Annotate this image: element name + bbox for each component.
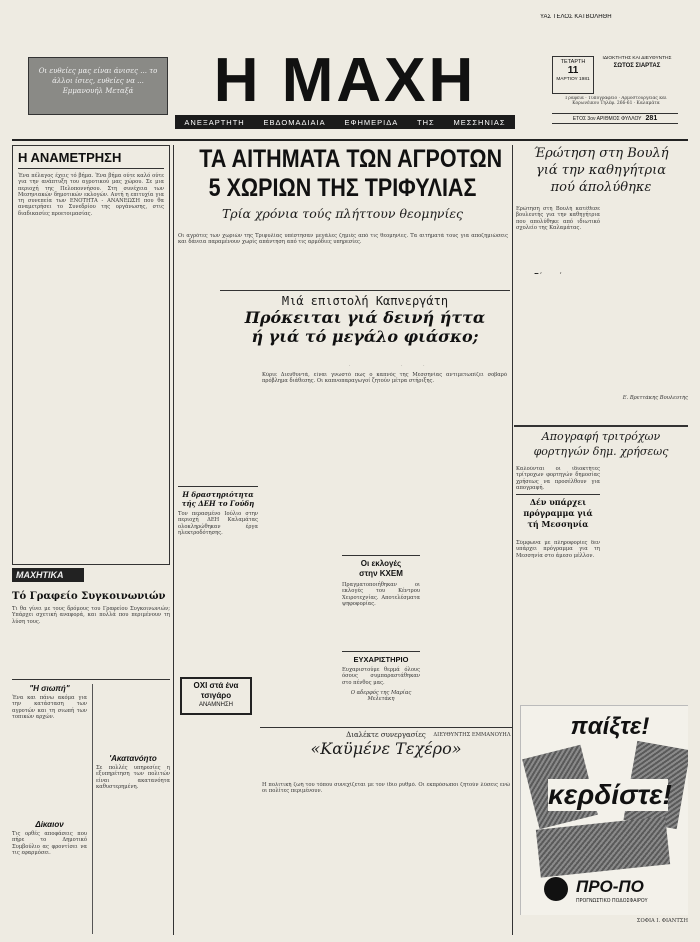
eucharist-heading: ΕΥΧΑΡΙΣΤΗΡΙΟ: [353, 655, 409, 664]
erotisi-label: [534, 273, 581, 274]
kxem-heading-1: Οι εκλογές: [360, 559, 402, 568]
col2-top-lines: [96, 684, 170, 754]
siopi-text: Ένα και πάνω ακόμα για την κατάσταση των αγροτών και τη σιωπή των τοπικών αρχών.: [12, 695, 87, 720]
main-body-lines: [178, 262, 508, 292]
dei-heading-1: Η δραστηριότητα: [182, 490, 254, 499]
top-divider: [12, 139, 688, 141]
erotisi-headline: [514, 145, 688, 203]
spacer: [178, 292, 218, 296]
ad-headline-2: κερδίστε!: [548, 779, 672, 810]
sidebar-col-1: [12, 684, 90, 934]
propo-advertisement: [520, 705, 688, 915]
masthead-title-area: [175, 48, 515, 114]
ydreusi-text: Σύμφωνα με πληροφορίες δεν υπάρχει πρόγραμμα για τη Μεσσηνία στο άμεσο μέλλον.: [516, 540, 600, 559]
right-divider: [514, 425, 688, 427]
column-rule-right: [512, 145, 513, 935]
dei-text: Τον περασμένο Ιούλιο στην περιοχή ΔΕΗ Καλαμάτας ολοκληρώθηκαν έργα ηλεκτροδότησης.: [178, 511, 258, 536]
kxem-heading-2: στην ΚΧΕΜ: [359, 569, 403, 578]
kaymeni-byline-row: [262, 770, 512, 780]
oxi-line-2: τσιγάρο: [200, 691, 232, 700]
apografi-headline: [514, 429, 688, 463]
tagline-word: ΕΒΔΟΜΑΔΙΑΙΑ: [263, 117, 326, 127]
kaymeni-title: «Καϋμένε Τεχέρο»: [310, 739, 462, 758]
erotisi-heading-1: Έρώτηση στη Βουλή: [533, 146, 669, 161]
apografi-heading-2: φορτηγών δημ. χρήσεως: [533, 445, 669, 458]
erotisi-heading-2: γιά την καθηγήτρια: [536, 163, 666, 178]
ad-brand: ΠΡΟ-ΠΟ: [576, 877, 644, 896]
publisher-name: ΣΩΤΟΣ ΣΙΑΡΤΑΣ: [613, 63, 661, 69]
oxi-line-1: ΟΧΙ στά ένα: [193, 681, 239, 690]
kxem-article: [342, 555, 420, 665]
main-headline-line1: ΤΑ ΑΙΤΗΜΑΤΑ ΤΩΝ ΑΓΡΟΤΩΝ: [199, 145, 503, 173]
kapnergatis-title-2: ή γιά τό μεγάλο φιάσκο;: [251, 327, 479, 346]
date-box: [552, 56, 594, 94]
main-headline-block: [176, 145, 509, 229]
postage-note: ΥΑΣ ΤΕΛΟΣ ΚΑΤΒΟΛΗΘΗ: [540, 14, 612, 20]
dei-heading-2: τής ΔΕΗ το Γούδη: [181, 499, 255, 508]
masthead-tagline-bar: [175, 115, 515, 129]
tagline-word: ΤΗΣ: [417, 117, 435, 127]
ad-tagline: ΠΡΟΓΝΩΣΤΙΚΟ ΠΟΔΟΣΦΑΙΡΟΥ: [576, 899, 648, 904]
date-month: ΜΑΡΤΙΟΥ 1981: [556, 77, 590, 82]
kapnergatis-body: Κύριε Διευθυντά, είναι γνωστό πως ο καπνός της Μεσσηνίας αντιμετωπίζει σοβαρό πρόβλημα διάθεσης. Οι καπνοπαραγωγοί ζητούν μέτρα στήριξης.: [262, 372, 507, 385]
kapnergatis-subtitle: [296, 365, 435, 366]
eucharist-article: [342, 651, 420, 731]
kapnergatis-headline: [220, 290, 510, 356]
erotisi-label-row: [520, 263, 594, 274]
column-rule-left: [173, 145, 174, 935]
ydreusi-heading-2: πρόγραμμα γιά: [523, 508, 593, 518]
publisher-box: [598, 56, 676, 94]
dikaion-text: Τις ορθές αποφάσεις που πήρε το Δημοτικό Συμβούλιο ας φροντίσει να τις εφαρμόσει.: [12, 831, 87, 857]
publisher-label: ΙΔΙΟΚΤΗΤΗΣ ΚΑΙ ΔΙΕΥΘΥΝΤΗΣ: [602, 56, 672, 61]
dei-article: [178, 486, 258, 606]
ydreusi-headline: [516, 494, 600, 538]
kaymeni-text: Η πολιτική ζωή του τόπου συνεχίζεται με τον ίδιο ρυθμό. Οι εκπρόσωποι ζητούν λύσεις ενώ οι πολίτες περιμένουν.: [262, 782, 510, 795]
akatanoito-heading: 'Ακατανόητο: [109, 754, 157, 763]
price-line: [552, 125, 678, 133]
dikaion-heading: Δίκαιον: [35, 820, 64, 830]
ad-football-icon: [544, 877, 568, 901]
main-subheadline: Τρία χρόνια τούς πλήττουν θεομηνίες: [221, 206, 464, 221]
tagline-word: ΜΕΣΣΗΝΙΑΣ: [453, 117, 506, 127]
date-number: 11: [567, 65, 579, 76]
date-day: ΤΕΤΑΡΤΗ: [560, 59, 586, 65]
masthead-quote-text: Οι ευθείες μας είναι άνισες ... το άλλοι ίσιες, ευθείες να ... Εμμανουήλ Μεταξά: [38, 67, 158, 95]
siopi-body-lines: [12, 720, 87, 820]
eucharist-text: Ευχαριστούμε θερμά όλους όσους συμπαραστάθηκαν στο πένθος μας.: [342, 667, 420, 686]
main-body-text: Οι αγρότες των χωριών της Τριφυλίας υπέστησαν μεγάλες ζημιές από τις θεομηνίες. Τα αιτήματά τους για αποζημιώσεις και δάνεια παραμένουν χωρίς απάντηση από τις αρμόδιες υπηρεσίες.: [178, 233, 508, 246]
anametrisi-text: Ένα πέλαγος έχεις τό βήμα. Ένα βήμα ούτε καλό ούτε για την ανάπτυξη του αγροτικού μας χώρου. Σε μια περιοχή της Πελοποννήσου. Στη συνέχεια των Μεσηνιακών δημοτικών εκλογών. Αυτή η επιτυχία για τη συνεπεία των ΕΝΟΤΗΤΑ - ΑΝΑΝΕΩΣΗ που θα αναμετρήσει το Συνεδρίου της οργάνωσης, στις διαδικασίες προετοιμασίας.: [18, 173, 164, 217]
grafeio-heading: Τό Γραφείο Συγκοινωνιών: [12, 591, 166, 602]
ydreusi-signature: ΣΟΦΙΑ Ι. ΦΙΑΝΤΣΗ: [636, 918, 688, 924]
kaymeni-kicker: Διαλέκτε συνεργασίες: [346, 731, 426, 739]
ydreusi-heading-1: Δέν υπάρχει: [529, 497, 587, 507]
tagline-word: ΕΦΗΜΕΡΙΔΑ: [344, 117, 399, 127]
apografi-heading-1: Απογραφή τριτρόχων: [541, 430, 661, 443]
tagline-word: ΑΝΕΞΑΡΤΗΤΗ: [184, 117, 245, 127]
director-label: ΔΙΕΥΘΥΝΤΗΣ ΕΜΜΑΝΟΥΗΛ: [433, 732, 511, 738]
anametrisi-article: [12, 145, 170, 565]
erotisi-heading-3: πού άπολύθηκε: [550, 180, 652, 195]
ad-headline-1: παίξτε!: [570, 713, 650, 740]
office-address: Γραφεία · Τυπογραφείο · Αρμοστουργείας και Κορωνέικου Τηλέφ. 266-61 · Καλαμάτα: [565, 96, 667, 107]
kxem-text: Πραγματοποιήθηκαν οι εκλογές του Κέντρου Χειροτεχνίας. Αποτελέσματα ψηφοφορίας.: [342, 582, 420, 607]
anametrisi-heading: Η ΑΝΑΜΕΤΡΗΣΗ: [18, 150, 164, 169]
erotisi-signature: Ε. Βρεττάκης Βουλευτής: [622, 395, 688, 401]
machitika-label-box: [12, 568, 84, 582]
oxi-line-3: ΑΝΑΜΝΗΣΗ: [198, 702, 234, 708]
issue-label: ΕΤΟΣ 3ον ΑΡΙΘΜΟΣ ΦΥΛΛΟΥ: [572, 115, 642, 122]
anametrisi-body-lines: [13, 236, 169, 556]
newspaper-title: Η ΜΑΧΗ: [213, 48, 477, 114]
erotisi-intro: Ερώτηση στη Βουλή κατέθεσε βουλευτής για την καθηγήτρια που απολύθηκε από ιδιωτικό σχολείο της Καλαμάτας.: [516, 206, 600, 231]
apografi-text: Καλούνται οι ιδιοκτήτες τρίτροχων φορτηγών δημοσίας χρήσεως να προσέλθουν για απογραφή.: [516, 466, 600, 491]
masthead-quote-box: [28, 57, 168, 115]
grafeio-article: [12, 590, 170, 680]
issue-line: [552, 113, 678, 124]
oxi-box: [180, 677, 252, 715]
sidebar-col-2: [92, 684, 170, 934]
issue-number: 281: [645, 115, 658, 122]
kapnergatis-title-1: Πρόκειται γιά δεινή ήττα: [244, 308, 486, 327]
eucharist-signature: Ο αδερφός της Μαρίας Μελετάκη: [350, 689, 412, 703]
akatanoito-text: Σε πολλές υπηρεσίες η εξυπηρέτηση των πολιτών είναι ακατανόητα καθυστερημένη.: [96, 765, 170, 790]
kapnergatis-kicker: Μιά επιστολή Καπνεργάτη: [281, 294, 449, 308]
main-headline-line2: 5 ΧΩΡΙΩΝ ΤΗΣ ΤΡΙΦΥΛΙΑΣ: [208, 174, 477, 202]
siopi-heading: "Η σιωπή": [29, 684, 70, 693]
grafeio-text: Τι θα γίνει με τους δρόμους του Γραφείου Συγκοινωνιών; Υπάρχει σχετική αναφορά, και πολλά που περιμένουν τη λύση τους.: [12, 606, 170, 625]
ydreusi-heading-3: τή Μεσσηνία: [527, 519, 589, 529]
kapnergatis-subtitle-row: [220, 356, 510, 366]
machitika-label: ΜΑΧΗΤΙΚΑ: [16, 570, 64, 580]
